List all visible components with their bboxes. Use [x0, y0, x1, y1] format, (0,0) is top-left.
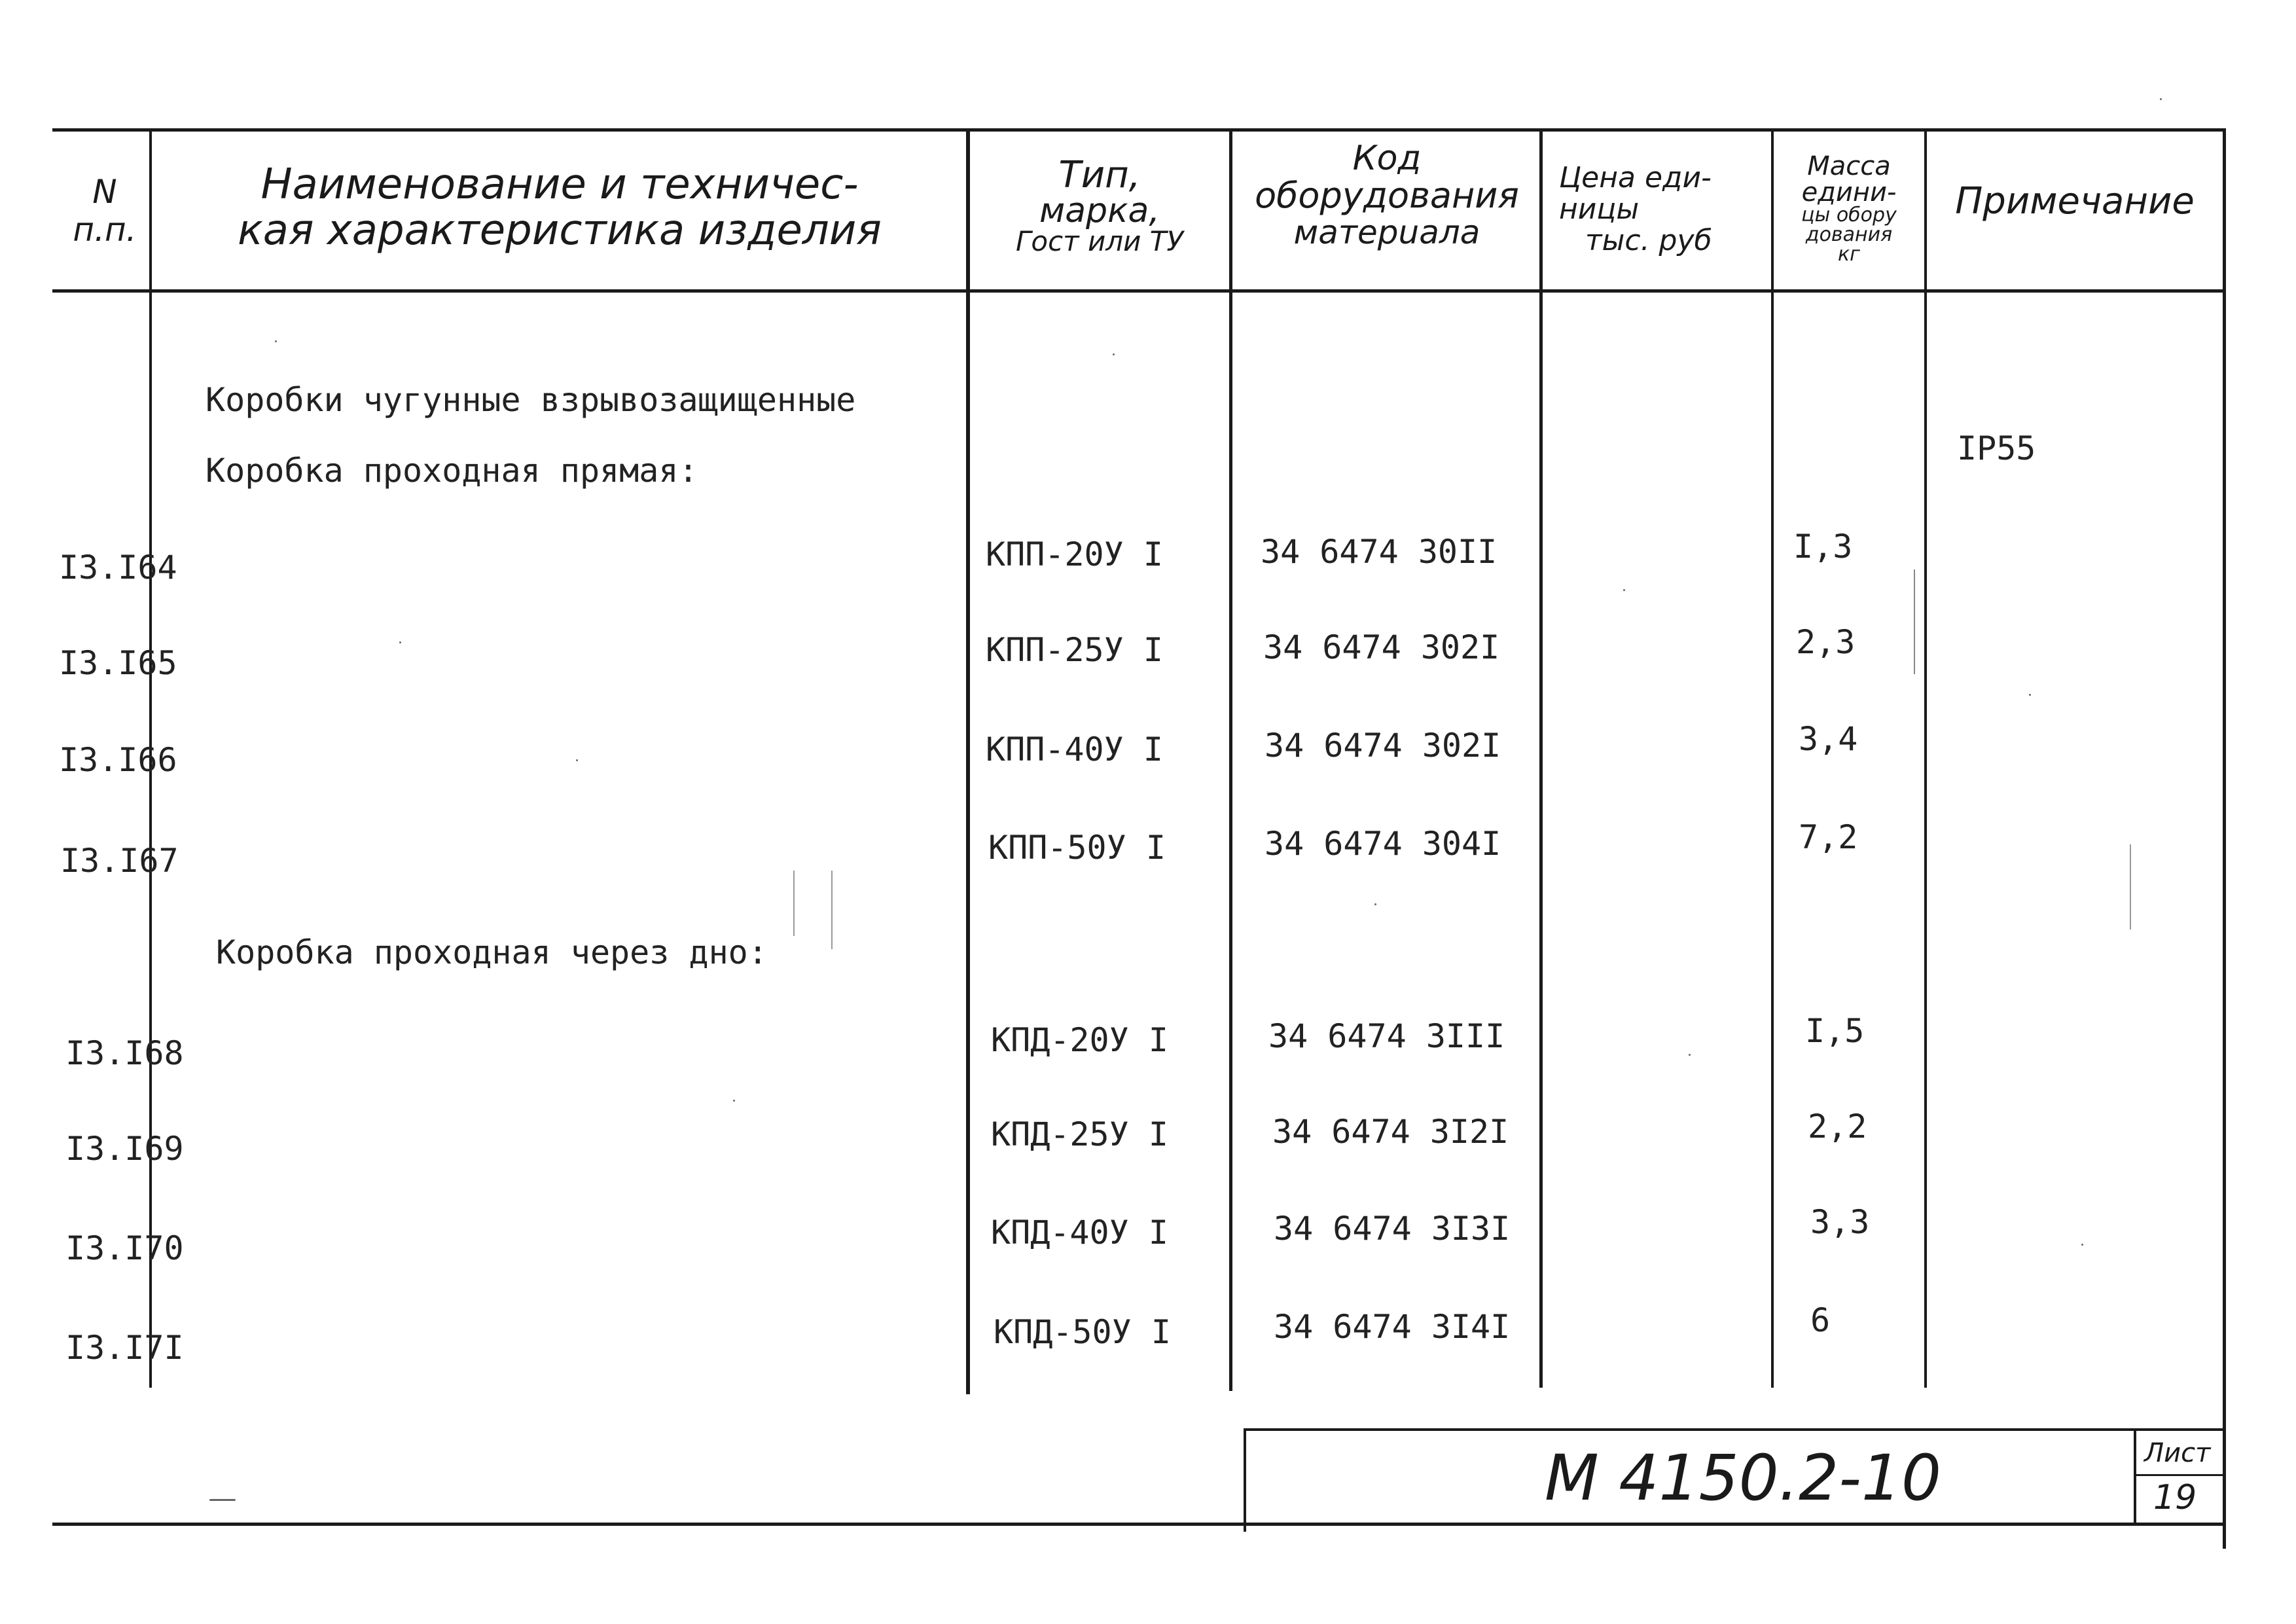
scan-speck — [275, 340, 277, 342]
sheet-cell-left-border — [2134, 1430, 2136, 1525]
row-mass: I,5 — [1805, 1012, 1865, 1050]
row-mass: I,3 — [1793, 528, 1853, 566]
sheet-bottom-border — [52, 1523, 2225, 1526]
sheet-label: Лист — [2144, 1438, 2211, 1468]
scan-speck — [576, 759, 578, 761]
table-right-border — [2223, 128, 2226, 1549]
row-code: 34 6474 30II — [1261, 533, 1498, 571]
col-divider-6 — [1924, 131, 1927, 1388]
row-mass: 6 — [1810, 1301, 1831, 1339]
header-bottom-border — [52, 289, 2225, 293]
row-type: КПД-40У I — [991, 1214, 1168, 1252]
row-type: КПП-20У I — [986, 535, 1163, 573]
row-num: I3.I65 — [59, 644, 177, 682]
row-num: I3.I69 — [65, 1130, 184, 1168]
row-num: I3.I7I — [65, 1329, 184, 1367]
scan-mark — [1914, 569, 1915, 674]
header-num: N п.п. — [73, 173, 137, 249]
row-type: КПД-20У I — [991, 1021, 1168, 1059]
sheet-cell-divider — [2135, 1474, 2224, 1476]
row-code: 34 6474 3I3I — [1274, 1210, 1511, 1248]
header-price: Цена еди- ницы тыс. руб — [1559, 161, 1712, 257]
row-code: 34 6474 3I2I — [1272, 1113, 1509, 1151]
col-divider-3 — [1229, 131, 1232, 1391]
stamp-left-border — [1244, 1428, 1246, 1532]
group-note: IP55 — [1957, 429, 2036, 467]
bottom-title: Коробка проходная через дно: — [216, 933, 768, 971]
scan-speck — [2029, 694, 2031, 696]
sheet-number: 19 — [2153, 1478, 2197, 1517]
scan-speck — [1374, 903, 1376, 905]
row-mass: 7,2 — [1799, 818, 1858, 856]
col-divider-5 — [1771, 131, 1774, 1388]
header-type: Тип, марка, Гост или ТУ — [1015, 154, 1184, 257]
row-mass: 2,3 — [1796, 623, 1856, 661]
header-name: Наименование и техничес- кая характеристика изделия — [238, 160, 882, 255]
group-title: Коробки чугунные взрывозащищенные — [206, 381, 856, 419]
row-num: I3.I64 — [59, 549, 177, 586]
table-top-border — [52, 128, 2225, 132]
row-type: КПД-25У I — [991, 1115, 1168, 1153]
row-num: I3.I67 — [60, 842, 179, 880]
scan-speck — [1623, 589, 1625, 591]
row-num: I3.I68 — [65, 1034, 184, 1072]
row-code: 34 6474 302I — [1265, 727, 1501, 765]
row-mass: 2,2 — [1808, 1108, 1867, 1146]
row-code: 34 6474 304I — [1265, 825, 1501, 863]
row-type: КПП-40У I — [986, 731, 1163, 768]
row-code: 34 6474 3I4I — [1274, 1308, 1511, 1346]
scan-mark — [2130, 844, 2131, 929]
scan-mark — [831, 871, 833, 949]
scan-speck — [1113, 353, 1115, 355]
col-divider-4 — [1539, 131, 1543, 1388]
row-num: I3.I70 — [65, 1229, 184, 1267]
row-type: КПП-25У I — [986, 631, 1163, 669]
header-code: Код оборудования матерuала — [1255, 139, 1519, 251]
row-type: КПД-50У I — [994, 1313, 1171, 1351]
straight-title: Коробка проходная прямая: — [206, 452, 698, 490]
document-code: М 4150.2-10 — [1545, 1441, 1942, 1515]
scan-speck — [399, 641, 401, 643]
row-mass: 3,3 — [1810, 1203, 1870, 1241]
scan-speck — [2160, 98, 2162, 100]
scan-speck — [733, 1100, 735, 1102]
scan-speck — [2081, 1244, 2083, 1246]
row-mass: 3,4 — [1799, 720, 1858, 758]
header-mass: Масса едини- цы обору дования кг — [1801, 151, 1897, 266]
row-code: 34 6474 3III — [1268, 1017, 1505, 1055]
scan-speck — [1689, 1054, 1691, 1056]
row-type: КПП-50У I — [988, 829, 1166, 867]
scan-speck — [209, 1499, 236, 1501]
header-note: Примечание — [1955, 180, 2195, 223]
scan-mark — [793, 871, 795, 936]
stamp-top-border — [1244, 1428, 2225, 1431]
row-code: 34 6474 302I — [1263, 628, 1500, 666]
row-num: I3.I66 — [59, 741, 177, 779]
col-divider-2 — [966, 131, 970, 1394]
